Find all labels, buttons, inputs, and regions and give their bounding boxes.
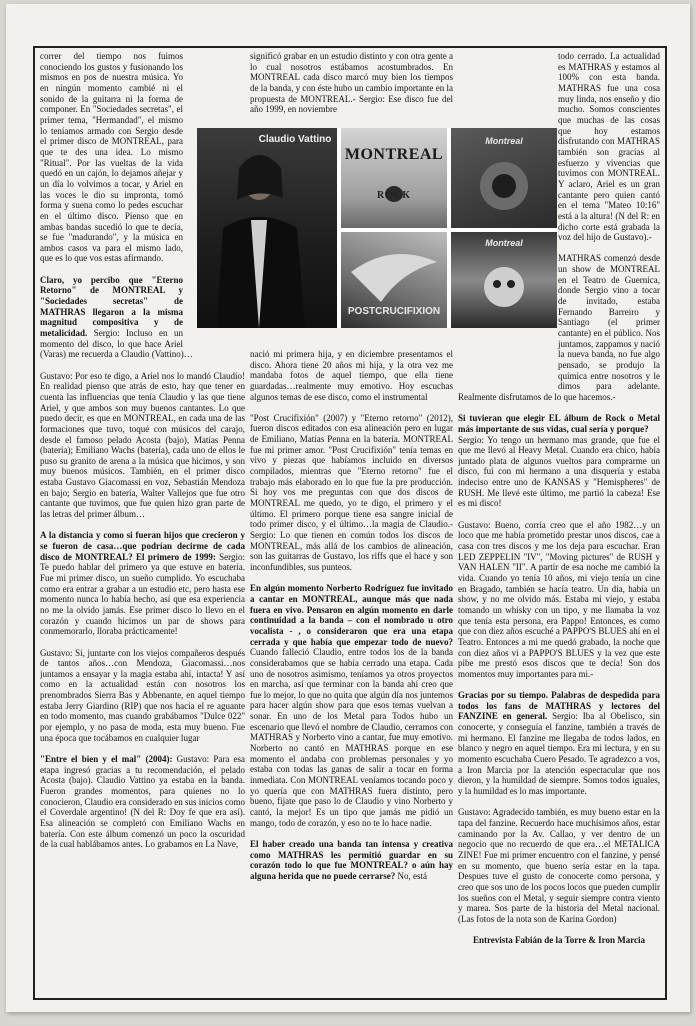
magazine-page [6,4,690,1012]
answer: Gustavo: Para esa etapa ingresó gracias a tu recomendación, el pelado Acosta (bajo). Claudio Vattino ya estaba en la banda. Fueron grandes momentos, para quienes no lo conocieron, Claudio era considerado en sus inicios como el Coverdale argentino! (N del R: Doy fe que era así). Esa alineación se completó con Emiliano Wachs en batería. Con este álbum comenzó un poco la oscuridad de la cual hablábamos antes. Lo grabamos en La Nave, [40,754,245,850]
question: A la distancia y como si fueran hijos que crecieron y se fueron de casa…que podrían decirme de cada disco de MONTREAL? El primero de 1999: [40,530,245,562]
paragraph: correr del tiempo nos fuimos conociendo los gustos y fusionando los mismos en pos de nuestra música. Yo en ningún momento cambié ni el sonido de la guitarra ni la forma de componer. En "Sociedades secretas", el primer tema, "Hermandad", el mismo lo teníamos armado con Sergio desde el primer disco de MONTREAL, para que te des una idea. Lo mismo "Ritual". Por las vueltas de la vida quedó en un cajón, lo dejamos añejar y un día lo volvimos a tocar, y Ariel en las voces le dio su impronta, tomó forma y suena como lo pedes escuchar en el último disco. Pienso que en ambas bandas sucedió lo que te decía, se fue "madurando", y la música en ambos casos va para el mismo lado, que es lo que vos estas afirmando. [40,51,183,264]
column-left [40,51,245,995]
question: El haber creado una banda tan intensa y creativa como MATHRAS les permitió guardar en su corazón todo lo que fue MONTREAL? o aún hay alguna herida que no puede cerrarse? [250,838,453,881]
answer: Cuando falleció Claudio, entre todos los de la banda considerabamos que se había cerrado una etapa. Cada uno de nosotros asimismo, teníamos ya otros proyectos en marcha, así que terminar con la banda ahí creo que fue lo mejor, lo que no quita que algún día nos juntemos para hacer algún show para que esos temas vuelvan a sonar. En uno de los Metal para Todos hubo un escenario que llevó el nombre de Claudio, cerramos con MATHRAS y Norberto vino a cantar, fue muy emotivo. Norberto no cantó en MATHRAS porque en ese momento el andaba con problemas personales y yo estaba con todas las ganas de salir a tocar en forma inmediata. Con MONTREAL veníamos tocando poco y yo quería que con MATHRAS fuera distinto, pero bueno, fijate que paso lo de Claudio y vino Norberto y cantó, la mejor! Es un tipo que jamás me pidió un mango, todo de corazón, y eso no te lo hace nadie. [250,647,453,828]
paragraph: Gustavo: Si, juntarte con los viejos compañeros después de tantos años…con Mendoza, Giacomassi…nos juntamos a ensayar y la magia estaba ahí, intacta! Y así como en la actualidad están con nosotros los prenombrados Sierra Bas y Abbenante, en aquel tiempo estaba Jerry Giardino (RIP) que nos hacía el re aguante en todo momento, mas cuando grabábamos "Dulce 022" por ejemplo, y no pasa de moda, esta muy bueno. Fue una época que tocábamos en cualquier lugar [40,647,245,743]
question: Si tuvieran que elegir EL álbum de Rock o Metal más importante de sus vidas, cual sería y porque? [458,413,660,434]
paragraph: todo cerrado. La actualidad es MATHRAS y estamos al 100% con esta banda. MATHRAS fue una cosa muy linda, nos enseño y dio mucho. Somos conscientes que muchas de las cosas que hoy estamos disfrutando con MATHRAS también son gracias al esfuerzo y vivencias que tuvimos con MONTREAL. Y aclaro, Ariel es un gran cantante pero quien cantó en el tema "Mateo 10:16" está a la altura! (N del R: en dicho corte está grabada la voz del hijo de Gustavo).- [558,51,660,243]
cover-title-postcrucifixion: POSTCRUCIFIXION [347,306,441,317]
column-middle [250,51,453,995]
photo-wrap-spacer [183,51,245,341]
paragraph: significó grabar en un estudio distinto y con otra gente a lo cual nosotros estábamos acostumbrados. En MONTREAL cada disco marcó muy bien los tiempos de la banda, y con éste hubo un cambio importante en la propuesta de MONTREAL.- Sergio: Ese disco fue del año 1999, en noviembre [250,51,453,115]
paragraph: nació mi primera hija, y en diciembre presentamos el disco. Ahora tiene 20 años mi hija, y la otra vez me mandaba fotos de aquel tiempo, que ella tiene guardadas…realmente muy emotivo. Hoy escuchas algunos temas de ese disco, como el instrumental [250,348,453,402]
cover-logo-montreal-2: Montreal [485,238,523,248]
answer: No, está [397,870,427,881]
question: Gracias por su tiempo. Palabras de despedida para todos los fans de MATHRAS y lectores del FANZINE en general. [458,690,660,722]
paragraph: Gustavo: Por eso te digo, a Ariel nos lo mandó Claudio! En realidad pienso que atrás de esto, hay que tener en cuenta las influencias que tenía Claudio y las que tiene Ariel, y que ambos son muy buenos cantantes. Lo que puedo decir, es que en MONTREAL, en cada una de las formaciones que tuvo, toqué con músicos del carajo, desde el famoso pelado Acosta (bajo), Matías Penna (batería); Emiliano Wachs (batería), cada uno de ellos le puso su granito de arena a la música que hicimos, y son muy buenos músicos. También, en el primer disco estaba Gustavo Giacomassi en voz, Sebastián Mendoza en bajo; Sergio en batería, Walter Vallejos que fue otro cantante que tuvimos, que fue quien hizo gran parte de las letras del primer álbum… [40,370,245,520]
photo-wrap-spacer [250,115,453,349]
answer: Sergio: Te puedo hablar del primero ya que estuve en batería. Fue mi primer disco, un sueño cumplido. Yo escuchaba como era entrar a grabar a un estudio etc, pero hasta ese momento nunca lo había hecho, así que esa experiencia no me la olvido jamás. Ese primer disco lo llevo en el corazón y cuando hicimos un par de shows para conmemorarlo, lloraba prácticamente! [40,551,245,637]
cover-title-montreal: MONTREAL [344,146,444,163]
question: En algún momento Norberto Rodríguez fue invitado a cantar en MONTREAL, aunque más que nada fuera en vivo. Pensaron en algún momento en darle continuidad a la banda – con el nombrado u otro vocalista - , o consideraron que era una etapa cerrada y que había que empezar todo de nuevo? [250,583,453,647]
photo-wrap-spacer [458,93,558,383]
paragraph: Sergio: Yo tengo un hermano mas grande, que fue el que me llevó al Heavy Metal. Cuando era chico, había juntado plata de algunos vueltos para comprarme un disco, fui con mi hermano a una disquería y estaba indeciso entre uno de KANSAS y "Hemispheres" de RUSH. Me llevé este último, me partió la cabeza! Ese es mi disco! [458,434,660,509]
answer: Sergio: Iba al Obelisco, sin conocerte, y conseguía el fanzine, también a través de mi hermano. El fanzine me llegaba de todos lados, en blanco y negro en aquel tiempo. Era mi lectura, y en su momento escuchaba Cuero Pesado. Te agradezco a vos, a Iron Marcia por la atención espectacular que nos dieron, y la humildad de siempre. Somos todos iguales, y la humildad es lo mas importante. [458,711,660,797]
answer: Sergio: Incluso en un momento del disco, lo que hace Ariel (Varas) me recuerda a Claudio (Vattino)… [40,328,193,360]
article-frame [33,46,667,1000]
paragraph: "Post Crucifixión" (2007) y "Eterno retorno" (2012), fueron discos editados con esa alineación pero en lugar de Emiliano, Matías Penna en la batería. MONTREAL fue mi primer amor. "Post Crucifixión" tenía temas en vivo y piezas que habíamos incluido en diversos compilados, mientras que "Eterno retorno" fue el trabajo más elaborado en lo que fue la pre producción. Si hoy vos me preguntas con que dos discos de MONTREAL me quedo, yo te digo, el primero y el último. El primero porque tiene esa sangre inicial de todo primer disco, y el último…la magia de Claudio.- Sergio: Lo que tienen en común todos los discos de MONTREAL, más allá de los cambios de alineación, son las guitarras de Gustavo, los riffs que el hace y son inconfundibles, sus punteos. [250,412,453,572]
paragraph: Gustavo: Agradecido también, es muy bueno estar en la tapa del fanzine. Recuerdo hace muchísimos años, estar caminando por la Av. Callao, y ver dentro de un negocio que no recuerdo de que era…el METALICA ZINE! Fue mi primer encuentro con el fanzine, y pensé en su momento, que bueno sería estar en la tapa. Despues tuve el gusto de conocerte como persona, y creo que sos uno de los pocos locos que pueden cumplir los sueños con el Metal, y seguir siempre contra viento y marea. Sos parte de la historia del Metal nacional. (Las fotos de la nota son de Karina Gordon) [458,807,660,924]
cover-subtitle-rock: ROCK [377,190,411,201]
question: Claro, yo percibo que "Eterno Retorno" de MONTREAL y "Sociedades secretas" de MATHRAS llegaron a la misma magnitud compositiva y de metalicidad. [40,274,183,338]
paragraph: MATHRAS comenzó desde un show de MONTREAL en el Teatro de Guernica, donde Sergio vino a tocar de invitado, estaba Fernando Barreiro y Santiago (el primer cantante) en el público. Nos juntamos, zappamos y nació la nueva banda, no fue algo pensado, se produjo la química entre nosotros y le dimos para adelante. Realmente disfrutamos de lo que hacemos.- [458,253,660,402]
photo-caption-claudio: Claudio Vattino [258,134,332,145]
cover-logo-montreal: Montreal [485,136,523,146]
question: "Entre el bien y el mal" (2004): [40,754,173,764]
column-right [458,51,660,995]
article-credit: Entrevista Fabián de la Torre & Iron Marcia [472,935,646,946]
paragraph: Gustavo: Bueno, corría creo que el año 1982…y un loco que me había prometido prestar unos discos, cae a casa con tres discos y me los deja para escuchar. Eran LED ZEPPELIN "IV", "Moving pictures" de RUSH y VAN HALEN "II". A partir de esa noche me cambió la vida. Cuando yo tenía 10 años, mi viejo tenía un cine en Bragado, también se hacía teatro. Un día, había un show, y no me olvido más. Estaba mi viejo, y estaba tomando un whisky con un tipo, y me llamaba la voz que tenía esta persona, era Pappo! Entonces, es como que con diez años escuché a PAPPO'S BLUES ahí en el Teatro. Entonces a mi me quedó grabado, la noche que con diez años vi a PAPPO'S BLUES y la vez que este pibe me prestó esos discos que te decía! Son dos momentos muy importantes para mi.- [458,519,660,679]
